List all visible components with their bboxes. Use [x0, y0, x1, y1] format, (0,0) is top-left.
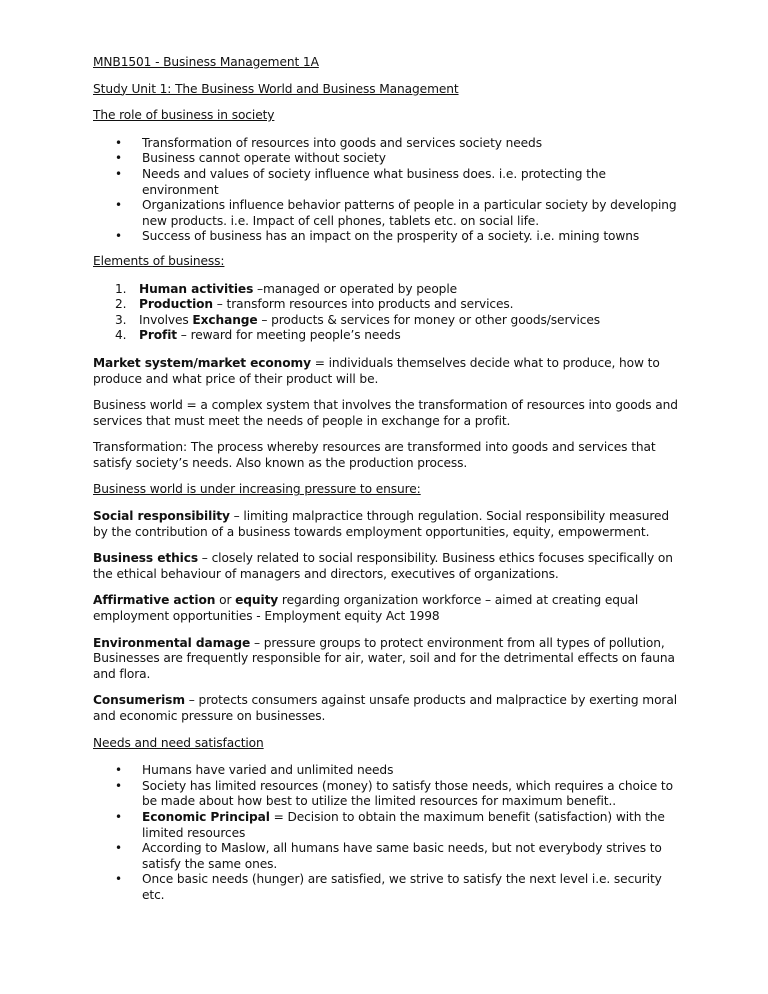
- market-economy-paragraph: [93, 356, 683, 387]
- document-page: [93, 55, 683, 904]
- list-item: [93, 328, 683, 344]
- definition: – protects consumers against unsafe products and malpractice by exerting moral and economic pressure on businesses.: [93, 693, 677, 723]
- list-item: • Business cannot operate without society: [93, 151, 683, 167]
- definition: – closely related to social responsibility. Business ethics focuses specifically on the ethical behaviour of managers and directors, executives of organizations.: [93, 551, 673, 581]
- list-item: • Transformation of resources into goods and services society needs: [93, 136, 683, 152]
- term: equity: [235, 593, 279, 608]
- list-item: • Needs and values of society influence what business does. i.e. protecting the environment: [93, 167, 683, 198]
- list-item: [93, 841, 683, 872]
- business-world-paragraph: Business world = a complex system that involves the transformation of resources into goods and services that must meet the needs of people in exchange for a profit.: [93, 398, 678, 428]
- item-text: Society has limited resources (money) to satisfy those needs, which requires a choice to be made about how best to utilize the limited resources for maximum benefit..: [142, 778, 673, 809]
- term: Social responsibility: [93, 509, 230, 524]
- list-number: 1.: [115, 281, 127, 296]
- item-text: – transform resources into products and services.: [213, 297, 514, 312]
- list-number: 3.: [115, 312, 127, 327]
- pressure-heading: Business world is under increasing pressure to ensure:: [93, 482, 421, 497]
- elements-list: [93, 282, 683, 344]
- list-item: [93, 313, 683, 329]
- item-text: According to Maslow, all humans have same basic needs, but not everybody strives to satisfy the same ones.: [142, 841, 662, 871]
- role-bullet-list: [93, 136, 683, 245]
- list-number: 2.: [115, 297, 127, 312]
- item-text: = Decision to obtain the maximum benefit (satisfaction) with the limited resources: [142, 809, 665, 840]
- item-text: – products & services for money or other goods/services: [257, 312, 601, 327]
- item-term: Economic Principal: [142, 809, 270, 824]
- affirmative-action-paragraph: [93, 593, 683, 624]
- social-responsibility-paragraph: [93, 509, 683, 540]
- term: Consumerism: [93, 693, 185, 708]
- term: Affirmative action: [93, 593, 216, 608]
- list-item: [93, 872, 683, 903]
- item-term: Human activities: [139, 281, 254, 296]
- item-text: Once basic needs (hunger) are satisfied, we strive to satisfy the next level i.e. security etc.: [142, 872, 662, 902]
- list-item: • Organizations influence behavior patterns of people in a particular society by developing new products. i.e. Impact of cell phones, tablets etc. on social life.: [93, 198, 683, 229]
- item-text: Involves: [139, 312, 193, 327]
- item-text: – reward for meeting people’s needs: [177, 328, 401, 343]
- role-heading: The role of business in society: [93, 108, 275, 123]
- item-text: –managed or operated by people: [253, 281, 457, 296]
- list-item: [93, 779, 683, 810]
- list-item: [93, 297, 683, 313]
- transformation-paragraph: Transformation: The process whereby resources are transformed into goods and services that satisfy society’s needs. Also known as the production process.: [93, 440, 656, 470]
- term: Business ethics: [93, 551, 199, 566]
- item-term: Profit: [139, 328, 178, 343]
- list-item: • Success of business has an impact on the prosperity of a society. i.e. mining towns: [93, 229, 683, 245]
- item-text: Humans have varied and unlimited needs: [142, 763, 394, 778]
- term: Market system/market economy: [93, 355, 311, 370]
- consumerism-paragraph: [93, 693, 683, 724]
- definition: – pressure groups to protect environment from all types of pollution, Businesses are frequently responsible for air, water, soil and for the detrimental effects on fauna and flora.: [93, 635, 675, 681]
- needs-heading: Needs and need satisfaction: [93, 735, 264, 750]
- list-item: [93, 282, 683, 298]
- definition: regarding organization workforce – aimed at creating equal employment opportunities - Employment equity Act 1998: [93, 593, 639, 624]
- list-item: [93, 763, 683, 779]
- study-unit-title: Study Unit 1: The Business World and Business Management: [93, 81, 459, 96]
- list-item: [93, 810, 683, 841]
- course-title: MNB1501 - Business Management 1A: [93, 55, 319, 69]
- term: Environmental damage: [93, 635, 251, 650]
- item-term: Production: [139, 297, 213, 312]
- connector: or: [215, 593, 236, 608]
- definition: = individuals themselves decide what to produce, how to produce and what price of their product will be.: [93, 355, 660, 386]
- environmental-damage-paragraph: [93, 636, 683, 683]
- business-ethics-paragraph: [93, 551, 683, 582]
- item-term: Exchange: [192, 312, 258, 327]
- elements-heading: Elements of business:: [93, 253, 225, 268]
- list-number: 4.: [115, 328, 127, 343]
- needs-bullet-list: [93, 763, 683, 903]
- definition: – limiting malpractice through regulation. Social responsibility measured by the contribution of a business towards employment opportunities, equity, empowerment.: [93, 509, 670, 539]
